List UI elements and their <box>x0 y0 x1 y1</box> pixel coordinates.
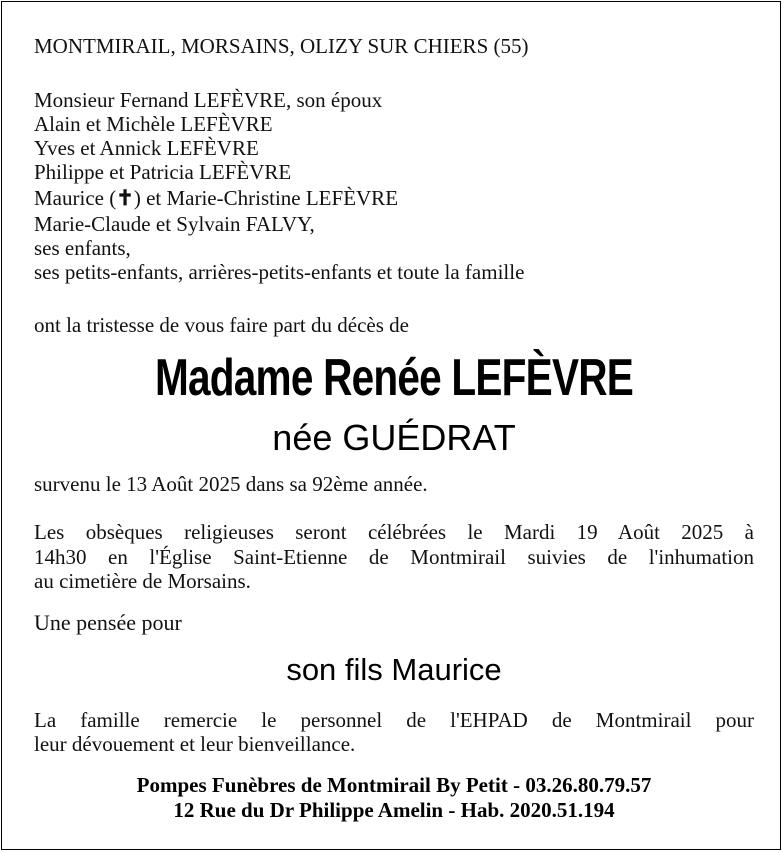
deceased-name: Madame Renée LEFÈVRE <box>154 349 634 407</box>
family-line-4: Philippe et Patricia LEFÈVRE <box>34 160 292 184</box>
family-line-7: ses enfants, <box>34 236 131 260</box>
thanks-line-1: La famille remercie le personnel de l'EHPAD de Montmirail pour <box>34 708 754 732</box>
family-line-5-after: ) et Marie-Christine LEFÈVRE <box>133 186 399 210</box>
family-line-1: Monsieur Fernand LEFÈVRE, son époux <box>34 88 383 112</box>
family-line-6: Marie-Claude et Sylvain FALVY, <box>34 212 315 236</box>
family-line-8: ses petits-enfants, arrières-petits-enfants et toute la famille <box>34 260 525 284</box>
thanks-line-2: leur dévouement et leur bienveillance. <box>34 732 356 756</box>
family-line-5 <box>34 186 398 210</box>
funeral-home-line-1: Pompes Funèbres de Montmirail By Petit - 03.26.80.79.57 <box>136 773 652 797</box>
announcement-intro: ont la tristesse de vous faire part du décès de <box>34 313 409 337</box>
funeral-line-3: au cimetière de Morsains. <box>34 569 251 593</box>
thought-intro: Une pensée pour <box>34 610 182 635</box>
cross-icon: ✝ <box>116 186 134 210</box>
thought-for: son fils Maurice <box>286 652 502 687</box>
death-date-text: survenu le 13 Août 2025 dans sa 92ème année. <box>34 472 428 496</box>
funeral-line-1: Les obsèques religieuses seront célébrées le Mardi 19 Août 2025 à <box>34 520 754 544</box>
obituary-notice <box>1 1 781 850</box>
family-line-2: Alain et Michèle LEFÈVRE <box>34 112 273 136</box>
family-line-5-before: Maurice ( <box>34 186 117 210</box>
funeral-home-line-2: 12 Rue du Dr Philippe Amelin - Hab. 2020.51.194 <box>173 798 615 822</box>
locations-header: MONTMIRAIL, MORSAINS, OLIZY SUR CHIERS (55) <box>34 34 529 58</box>
funeral-line-2: 14h30 en l'Église Saint-Etienne de Montmirail suivies de l'inhumation <box>34 545 754 569</box>
deceased-maiden-name: née GUÉDRAT <box>272 417 516 458</box>
family-line-3: Yves et Annick LEFÈVRE <box>34 136 259 160</box>
